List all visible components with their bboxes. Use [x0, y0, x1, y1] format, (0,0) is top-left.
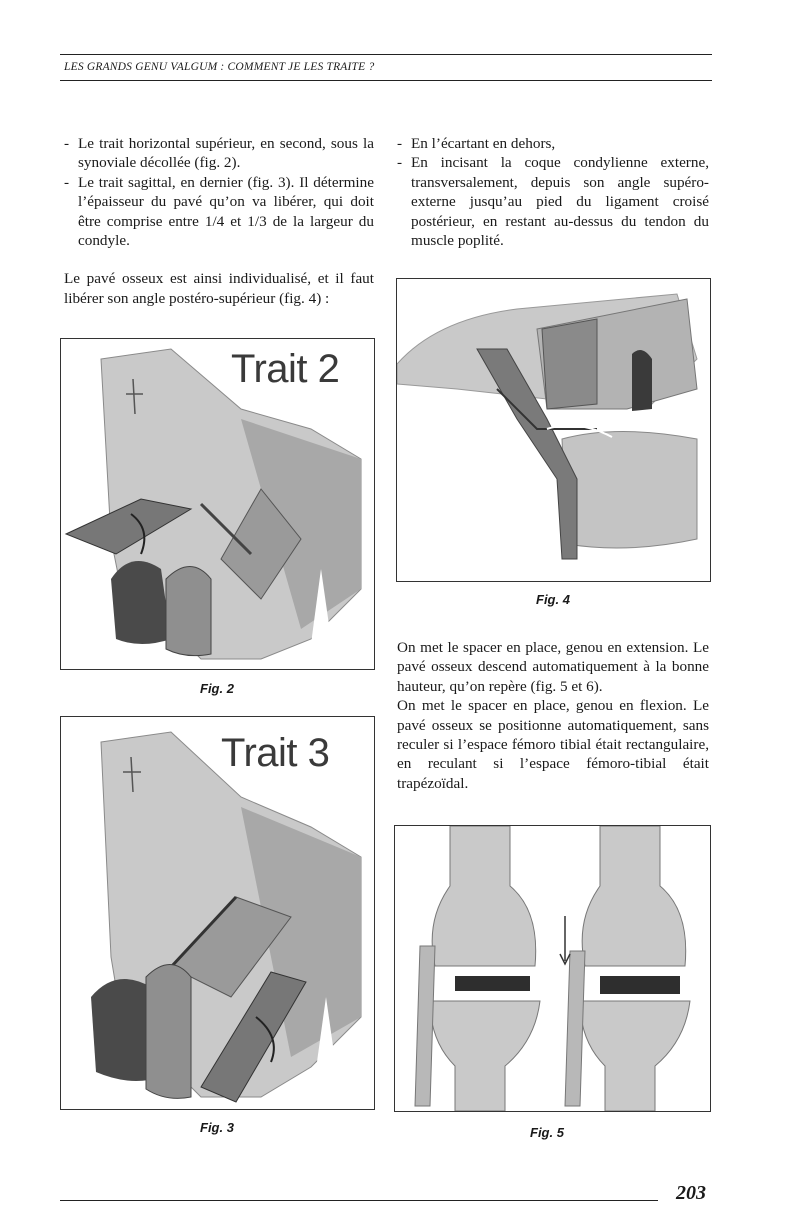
- figure-5-caption: Fig. 5: [530, 1125, 564, 1140]
- trait-2-label: Trait 2: [231, 347, 340, 391]
- figure-3-caption: Fig. 3: [200, 1120, 234, 1135]
- paragraph: Le pavé osseux est ainsi individualisé, et il faut libérer son angle postéro-supérieur (fig. 4) :: [64, 270, 374, 307]
- spacer-knee-drawing: [395, 826, 710, 1111]
- right-column-text-middle: [397, 638, 709, 793]
- paragraph-extension: On met le spacer en place, genou en extension. Le pavé osseux descend automatiquement à la bonne hauteur, qu’on repère (fig. 5 et 6).: [397, 639, 709, 695]
- running-title: LES GRANDS GENU VALGUM : COMMENT JE LES TRAITE ?: [64, 61, 375, 73]
- list-item: - En l’écartant en dehors,: [397, 134, 709, 153]
- header-bottom-rule: [60, 80, 712, 81]
- list-item: - Le trait horizontal supérieur, en second, sous la synoviale décollée (fig. 2).: [64, 134, 374, 173]
- list-item: - En incisant la coque condylienne externe, transversalement, depuis son angle supéro-externe jusqu’au pied du ligament croisé postérieur, en restant au-dessus du tendon du muscle poplité.: [397, 153, 709, 250]
- paragraph-flexion: On met le spacer en place, genou en flexion. Le pavé osseux se positionne automatiquement, sans reculer si l’espace fémoro tibial était rectangulaire, en reculant si l’espace fémoro-tibial était trapézoïdal.: [397, 697, 709, 792]
- figure-2-caption: Fig. 2: [200, 681, 234, 696]
- figure-2-trait-2: [60, 338, 375, 670]
- figure-3-trait-3: [60, 716, 375, 1110]
- knee-release-drawing: [397, 279, 710, 581]
- figure-5-spacer: [394, 825, 711, 1112]
- list-item: - Le trait sagittal, en dernier (fig. 3). Il détermine l’épaisseur du pavé qu’on va libérer, qui doit être comprise entre 1/4 et 1/3 de la largeur du condyle.: [64, 173, 374, 251]
- header-top-rule: [60, 54, 712, 55]
- left-column-text: [64, 134, 374, 308]
- trait-3-label: Trait 3: [221, 731, 330, 775]
- right-dash-list: [397, 134, 709, 250]
- right-column-text-top: [397, 134, 709, 250]
- footer-rule: [60, 1200, 658, 1201]
- left-dash-list: [64, 134, 374, 250]
- figure-4-posterior-release: [396, 278, 711, 582]
- page-number: 203: [676, 1182, 706, 1204]
- figure-4-caption: Fig. 4: [536, 592, 570, 607]
